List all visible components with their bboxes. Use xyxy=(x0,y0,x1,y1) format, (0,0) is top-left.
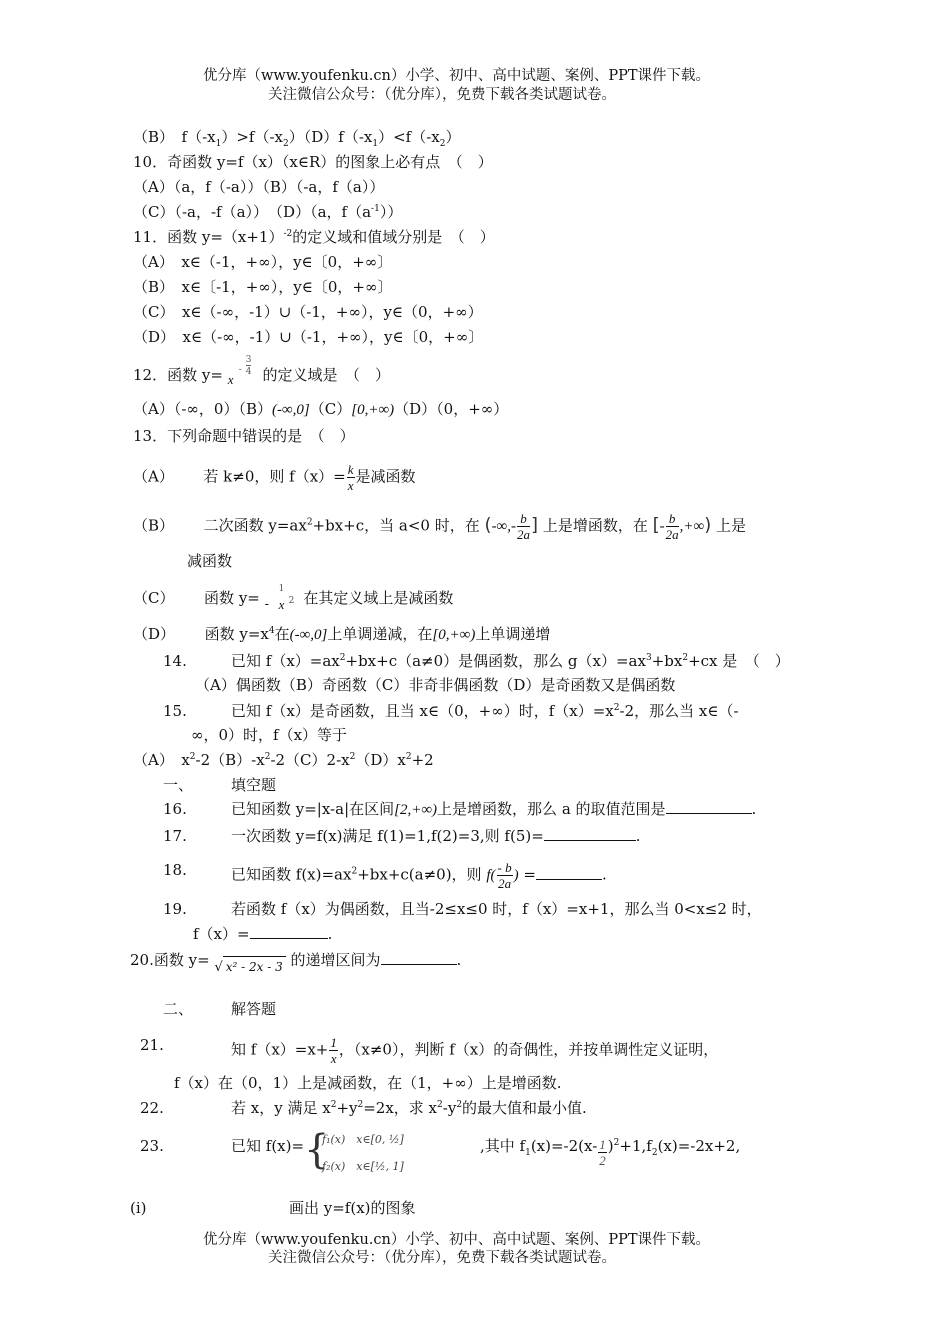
q21-stem-cont: f（x）在（0，1）上是减函数，在（1，+∞）上是增函数. xyxy=(174,1074,562,1092)
q13-option-b-cont: 减函数 xyxy=(187,552,233,570)
q20-radical: √ x² - 2x - 3 xyxy=(214,956,285,978)
q18-stem: 已知函数 $f(x)=ax^2+bx+c(a\ne 0)$，则 f( $\frac{- b}{2a}$ ) = . xyxy=(231,860,607,891)
q13-option-b: （B） 二次函数 $y=ax^2+bx+c$，当 a<0 时，在 (-∞,- $\frac{b}{2a}$ ] 上是增函数，在 [- $\frac{b}{2a}$ ,+∞) 上是 xyxy=(133,511,747,542)
q12-options: （A）（-∞，0）（B）(-∞,0]（C）[0,+∞)（D）（0，+∞） xyxy=(133,400,509,418)
q9-option-bd: （B） $f(-x_1)>f(-x_2)(D)f(-x_1)<f(-x_2)$ xyxy=(133,128,461,149)
header-line-1: 优分库（www.youfenku.cn）小学、初中、高中试题、案例、PPT课件下载。 xyxy=(203,68,711,84)
q18-number: 18. xyxy=(163,861,187,879)
q17-stem: 一次函数 y=f(x)满足 f(1)=1,f(2)=3,则 f(5)= . xyxy=(231,827,641,845)
q11-option-b: （B） x∈〔-1，+∞），y∈〔0，+∞〕 xyxy=(133,278,393,296)
section-1-number: 一、 xyxy=(163,776,194,794)
q19-number: 19. xyxy=(163,900,187,918)
q11-stem: 11．函数 $y=(x+1)^{-2}$的定义域和值域分别是 （ ） xyxy=(133,228,495,246)
q23-stem-label: 已知 f(x)= xyxy=(231,1137,305,1155)
q13-option-c: （C） 函数 y= 1 - x 2 在其定义域上是减函数 xyxy=(133,584,454,612)
q12-stem: 12．函数 y= x - 3 4 的定义域是 （ ） xyxy=(133,355,390,387)
q13-a-fraction: $\frac{k}{x}$ xyxy=(347,462,354,493)
footer-line-1: 优分库（www.youfenku.cn）小学、初中、高中试题、案例、PPT课件下载。 xyxy=(203,1232,711,1248)
section-2-number: 二、 xyxy=(163,1000,194,1018)
q14-stem: 已知 $f(x)=ax^2+bx+c(a\ne 0)$是偶函数，那么 $g(x)=ax^3+bx^2+cx$ 是 （ ） xyxy=(231,652,790,670)
q10-options-cd: （C）（-a，-f（a）） （D）（a，$f(a^{-1})$） xyxy=(133,203,403,221)
q20-stem: 20.函数 y= √ x² - 2x - 3 的递增区间为 . xyxy=(130,950,461,972)
q11-option-a: （A） x∈（-1，+∞），y∈〔0，+∞〕 xyxy=(133,253,393,271)
header-line-2: 关注微信公众号：（优分库），免费下载各类试题试卷。 xyxy=(268,87,616,103)
q12-power-expression: x - 3 4 xyxy=(227,355,252,387)
q16-stem: 已知函数 y=|x-a|在区间[2,+∞)上是增函数，那么 a 的取值范围是 . xyxy=(231,800,757,818)
q18-answer-blank[interactable] xyxy=(536,865,602,880)
q23-case-1: f₁(x) x∈[0, ½] xyxy=(322,1133,404,1146)
q22-stem: 若 x，y 满足 $x^2+y^2=2x$，求 $x^2-y^2$的最大值和最小值. xyxy=(231,1099,587,1117)
q14-number: 14. xyxy=(163,652,187,670)
q15-options: （A） $x^2-2(B)-x^2-2(C)2-x^2(D)x^2+2$ xyxy=(133,751,434,769)
q15-stem: 已知 f（x）是奇函数，且当 x∈（0，+∞）时，$f(x)=x^2-2$，那么当 x∈（- xyxy=(231,702,739,720)
q13-stem: 13．下列命题中错误的是 （ ） xyxy=(133,427,355,445)
footer-line-2: 关注微信公众号：（优分库），免费下载各类试题试卷。 xyxy=(268,1250,616,1266)
q19-answer-blank[interactable] xyxy=(250,924,328,939)
q10-stem: 10．奇函数 y=f（x）（x∈R）的图象上必有点 （ ） xyxy=(133,153,493,171)
section-1-title: 填空题 xyxy=(231,776,277,794)
q19-stem: 若函数 f（x）为偶函数，且当-2≤x≤0 时，f（x）=x+1，那么当 0<x≤2 时， xyxy=(231,900,762,918)
q16-answer-blank[interactable] xyxy=(666,799,752,814)
q13-option-a: （A） 若 k≠0，则 f（x）= $\frac{k}{x}$ 是减函数 xyxy=(133,462,416,493)
q13-option-d: （D） 函数 $y=x^4$在(-∞,0]上单调递减，在[0,+∞)上单调递增 xyxy=(133,625,551,643)
q17-number: 17. xyxy=(163,827,187,845)
q23-part-i-text: 画出 y=f(x)的图象 xyxy=(289,1199,416,1217)
q11-option-d: （D） x∈（-∞，-1）∪（-1，+∞），y∈〔0，+∞〕 xyxy=(133,328,484,346)
q13-c-power-expression: 1 - x 2 xyxy=(264,584,295,612)
q11-option-c: （C） x∈（-∞，-1）∪（-1，+∞），y∈（0，+∞） xyxy=(133,303,483,321)
q17-answer-blank[interactable] xyxy=(544,826,636,841)
section-2-title: 解答题 xyxy=(231,1000,277,1018)
q23-stem-rest: ,其中 $f_1(x)=-2(x-$ $\frac{1}{2}$ )$^2+1,f_2(x)=-2x+2$, xyxy=(480,1137,741,1168)
q23-number: 23. xyxy=(140,1137,164,1155)
q15-stem-cont: ∞，0）时，f（x）等于 xyxy=(191,726,348,744)
q10-options-ab: （A）（a，f（-a））（B）（-a，f（a）） xyxy=(133,178,385,196)
q19-stem-cont: f（x）= . xyxy=(193,925,333,943)
q21-number: 21. xyxy=(140,1036,164,1054)
q22-number: 22. xyxy=(140,1099,164,1117)
q15-number: 15. xyxy=(163,702,187,720)
q21-stem: 知 f（x）=x+ $\frac{1}{x}$ ，（x≠0），判断 f（x）的奇偶性，并按单调性定义证明， xyxy=(231,1035,719,1066)
q23-part-i-label: (i) xyxy=(130,1199,147,1217)
q16-number: 16. xyxy=(163,800,187,818)
q23-piecewise-brace: { xyxy=(304,1127,330,1173)
q20-answer-blank[interactable] xyxy=(381,950,457,965)
q23-case-2: f₂(x) x∈[½, 1] xyxy=(322,1160,404,1173)
q14-options: （A）偶函数（B）奇函数（C）非奇非偶函数（D）是奇函数又是偶函数 xyxy=(195,676,676,694)
